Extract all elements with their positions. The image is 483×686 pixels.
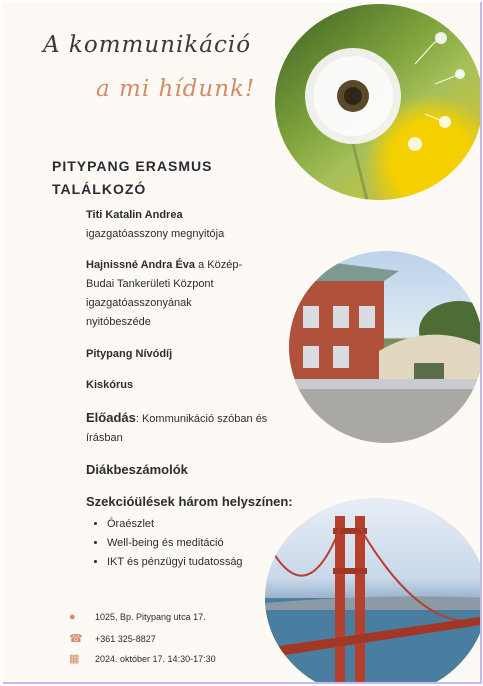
slogan-line-2: a mi hídunk! xyxy=(96,76,256,102)
program-item-choir: Kiskórus xyxy=(86,379,134,391)
contact-address: ● 1025, Bp. Pitypang utca 17. xyxy=(69,611,206,623)
program-item-sessions: Szekcióülések három helyszínen: xyxy=(86,494,293,509)
event-title xyxy=(52,155,212,201)
calendar-icon: ▦ xyxy=(69,653,80,665)
bridge-illustration xyxy=(265,498,482,684)
speaker-role: igazgatóasszony megnyitója xyxy=(86,228,225,240)
lecture-topic-cont: írásban xyxy=(86,432,123,444)
speaker-name: Hajnissné Andra Éva xyxy=(86,259,196,271)
phone-icon: ☎ xyxy=(69,633,83,645)
speaker-text: a Közép- xyxy=(195,259,243,271)
list-item: • Well-being és meditáció xyxy=(107,534,243,553)
flyer-page xyxy=(3,2,482,684)
event-title-line-1: PITYPANG ERASMUS xyxy=(52,158,213,174)
lecture-label: Előadás xyxy=(86,410,136,425)
speaker-text: Budai Tankerületi Központ xyxy=(86,278,214,290)
speaker-name: Titi Katalin Andrea xyxy=(86,209,183,221)
golden-gate-bridge-photo xyxy=(265,498,482,684)
program-item-reports: Diákbeszámolók xyxy=(86,462,188,477)
slogan-line-1: A kommunikáció xyxy=(43,32,252,58)
program-item-award: Pitypang Nívódíj xyxy=(86,348,173,360)
dandelion-illustration xyxy=(275,4,482,200)
location-pin-icon: ● xyxy=(69,611,76,623)
contact-phone: ☎ +361 325-8827 xyxy=(69,633,156,645)
program-item-opening xyxy=(86,206,224,244)
speaker-text: igazgatóasszonyának xyxy=(86,297,192,309)
list-item: • IKT és pénzügyi tudatosság xyxy=(107,553,243,572)
contact-date: ▦ 2024. október 17. 14:30-17:30 xyxy=(69,653,216,665)
session-list xyxy=(89,515,243,572)
list-item: • Óraészlet xyxy=(107,515,243,534)
event-title-line-2: TALÁLKOZÓ xyxy=(52,181,147,197)
program-item-welcome xyxy=(86,256,242,332)
speaker-text: nyitóbeszéde xyxy=(86,316,151,328)
dandelion-photo xyxy=(275,4,482,200)
program-item-lecture xyxy=(86,408,267,448)
lecture-topic: : Kommunikáció szóban és xyxy=(135,413,268,425)
school-illustration xyxy=(289,251,482,443)
school-building-photo xyxy=(289,251,482,443)
